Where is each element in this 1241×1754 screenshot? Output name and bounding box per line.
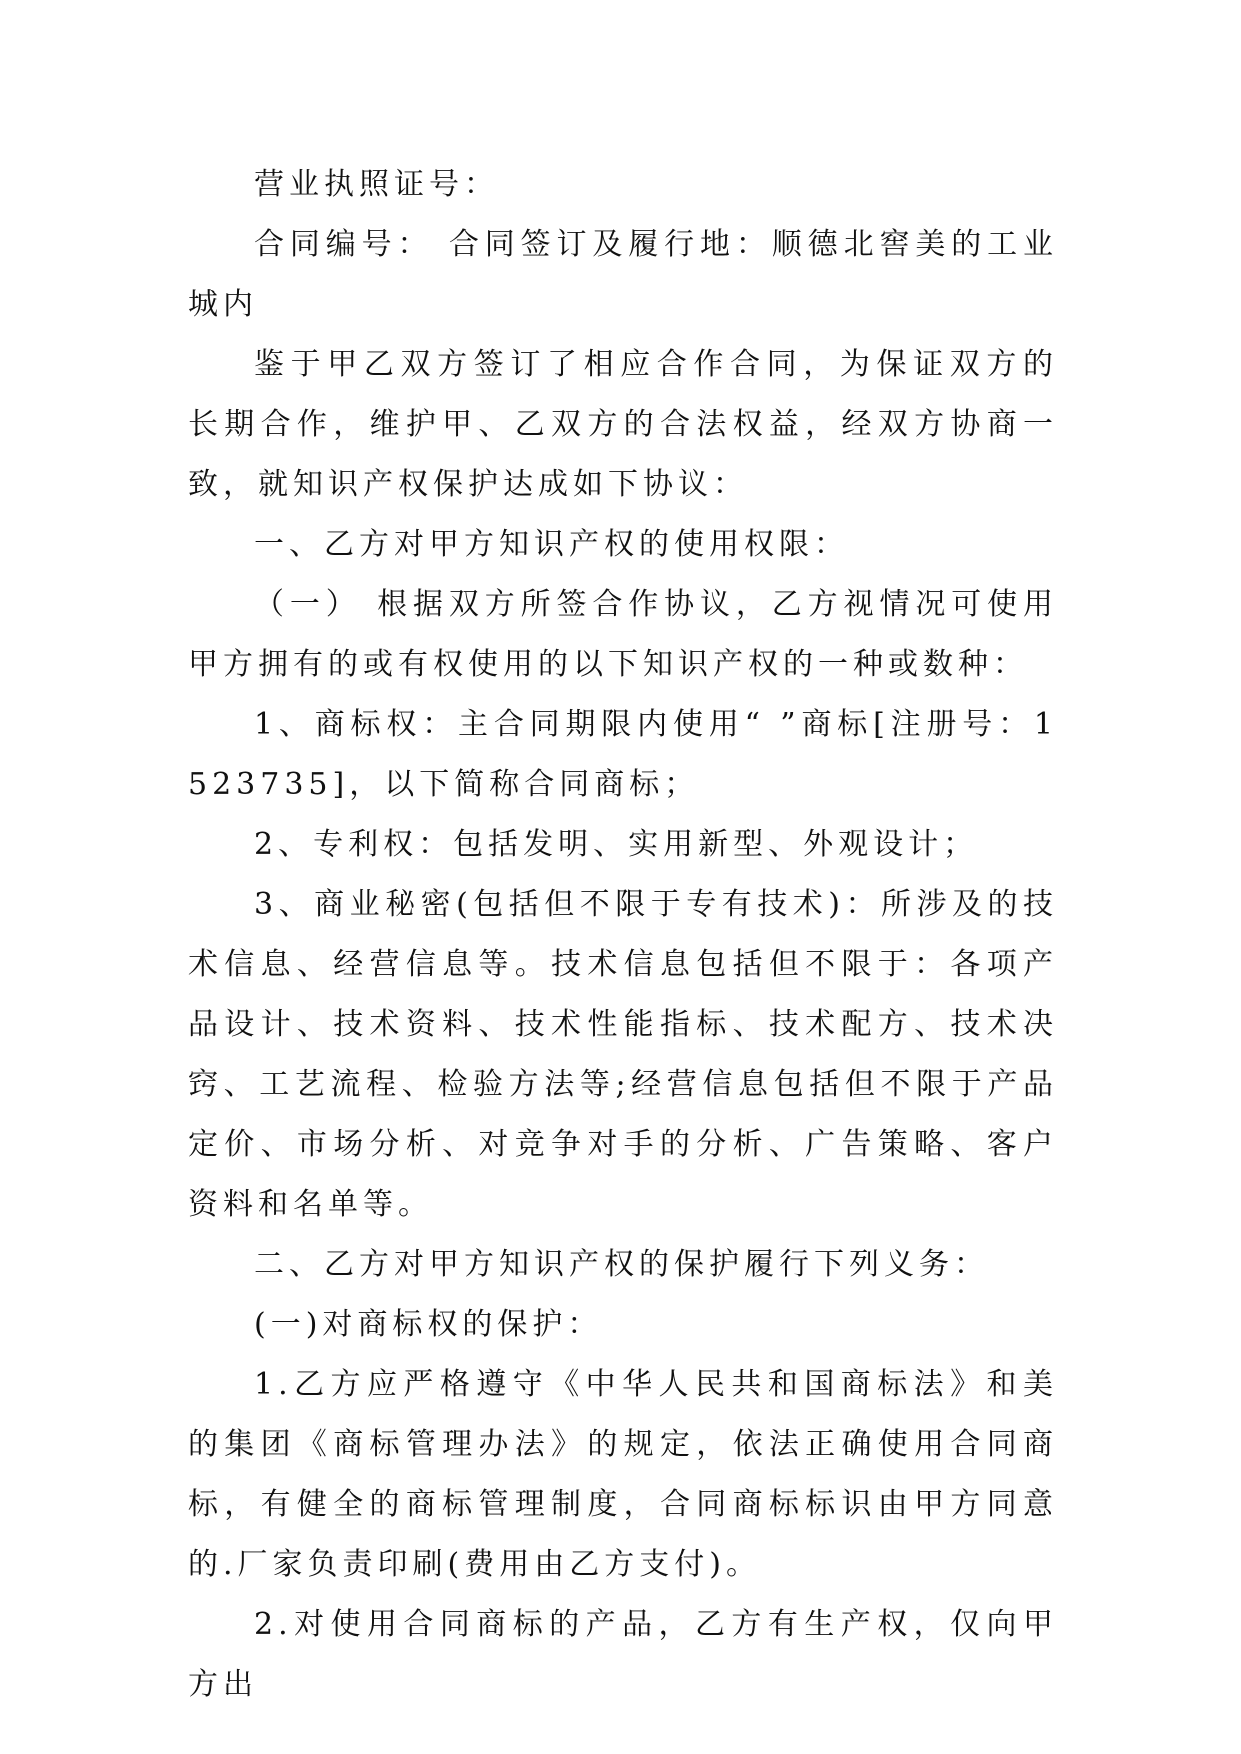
section-1-heading: 一、乙方对甲方知识产权的使用权限：: [254, 527, 849, 562]
subsection-2-1-heading: (一)对商标权的保护：: [254, 1307, 603, 1342]
trade-secret-item: 3、商业秘密(包括但不限于专有技术)：所涉及的技术信息、经营信息等。技术信息包括但不限于：各项产品设计、技术资料、技术性能指标、技术配方、技术决窍、工艺流程、检验方法等;经营信息包括但不限于产品定价、市场分析、对竞争对手的分析、广告策略、客户资料和名单等。: [188, 887, 1058, 1222]
subsection-1-1-paragraph: （一） 根据双方所签合作协议，乙方视情况可使用甲方拥有的或有权使用的以下知识产权的一种或数种：: [188, 587, 1058, 682]
section-2-heading: 二、乙方对甲方知识产权的保护履行下列义务：: [254, 1247, 989, 1282]
patent-right-item: 2、专利权：包括发明、实用新型、外观设计；: [254, 827, 979, 862]
obligation-item-2: 2.对使用合同商标的产品，乙方有生产权，仅向甲方出: [188, 1607, 1058, 1702]
document-body: [188, 155, 1058, 1715]
preamble-paragraph: 鉴于甲乙双方签订了相应合作合同，为保证双方的长期合作，维护甲、乙双方的合法权益，经双方协商一致，就知识产权保护达成如下协议：: [188, 347, 1058, 502]
contract-number-line: 合同编号： 合同签订及履行地：顺德北窖美的工业城内: [188, 227, 1058, 322]
business-license-line: 营业执照证号：: [254, 167, 499, 202]
trademark-right-item: 1、商标权：主合同期限内使用“ ”商标[注册号：1523735]，以下简称合同商标；: [188, 707, 1058, 802]
obligation-item-1: 1.乙方应严格遵守《中华人民共和国商标法》和美的集团《商标管理办法》的规定，依法正确使用合同商标，有健全的商标管理制度，合同商标标识由甲方同意的.厂家负责印刷(费用由乙方支付)。: [188, 1367, 1058, 1582]
